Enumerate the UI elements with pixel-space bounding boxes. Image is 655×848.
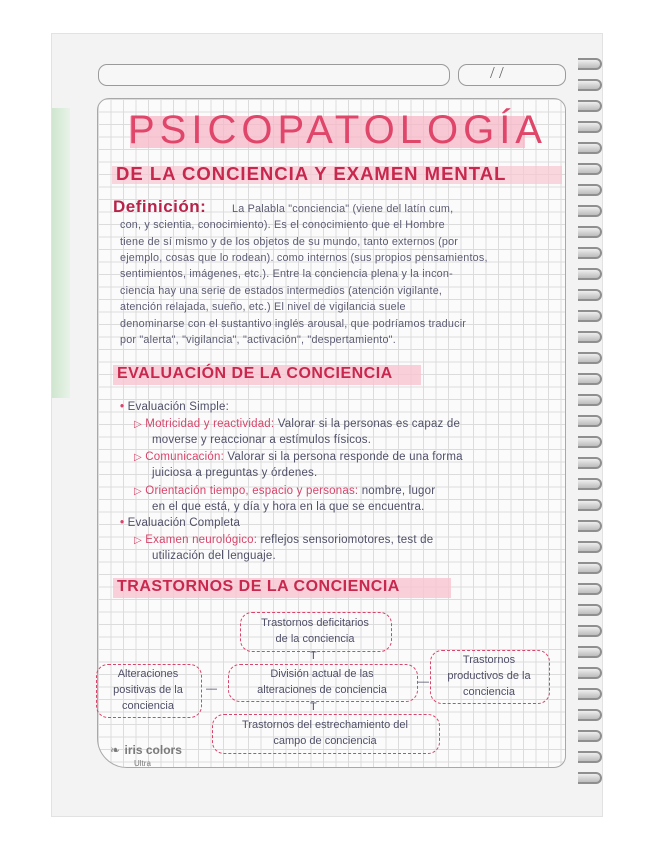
spiral-ring [578, 100, 602, 112]
definition-line: denominarse con el sustantivo inglés arousal, que podríamos traducir [120, 318, 467, 330]
spiral-ring [578, 184, 602, 196]
spiral-ring [578, 688, 602, 700]
spiral-ring [578, 709, 602, 721]
list-item: • Evaluación Completa [120, 517, 241, 529]
right-box-text: Trastornos productivos de la conciencia [447, 654, 531, 698]
evaluation-heading: EVALUACIÓN DE LA CONCIENCIA [117, 365, 393, 382]
date-placeholder: / / [490, 63, 504, 82]
spiral-ring [578, 331, 602, 343]
list-item-cont: moverse y reaccionar a estímulos físicos. [152, 434, 372, 446]
spiral-ring [578, 415, 602, 427]
top-box-text: Trastornos deficitarios de la conciencia [261, 617, 369, 645]
spiral-ring [578, 562, 602, 574]
triangle-bullet-icon: ▷ [134, 452, 142, 463]
spiral-ring [578, 772, 602, 784]
list-item: ▷ Examen neurológico: reflejos sensoriomotores, test de [134, 534, 434, 546]
spiral-ring [578, 58, 602, 70]
spiral-ring [578, 583, 602, 595]
spiral-ring [578, 436, 602, 448]
connector: — [418, 676, 429, 688]
definition-line: La Palabla "conciencia" (viene del latín cum, [232, 203, 454, 215]
list-item: ▷ Motricidad y reactividad: Valorar si la personas es capaz de [134, 418, 461, 430]
spiral-ring [578, 226, 602, 238]
brand-logo: ❧ iris colors Ultra [110, 743, 182, 768]
spiral-ring [578, 373, 602, 385]
disorders-heading: TRASTORNOS DE LA CONCIENCIA [117, 578, 400, 595]
definition-line: ejemplo, cosas que lo rodean). como internos (sus propios pensamientos, [120, 252, 488, 264]
spiral-ring [578, 499, 602, 511]
list-item: ▷ Comunicación: Valorar si la persona responde de una forma [134, 451, 463, 463]
definition-line: por "alerta", "vigilancia", "activación", "despertamiento". [120, 334, 396, 346]
list-item-cont: juiciosa a preguntas y órdenes. [152, 467, 318, 479]
page-subtitle: DE LA CONCIENCIA Y EXAMEN MENTAL [116, 163, 507, 184]
spiral-ring [578, 121, 602, 133]
definition-line: tiene de sí mismo y de los objetos de su mundo, tanto externos (por [120, 236, 459, 248]
spiral-ring [578, 730, 602, 742]
spiral-ring [578, 247, 602, 259]
spiral-ring [578, 268, 602, 280]
connector: T [310, 701, 317, 713]
spiral-ring [578, 289, 602, 301]
spiral-ring [578, 604, 602, 616]
connector: T [310, 650, 317, 662]
definition-label: Definición: [113, 197, 207, 216]
center-box-text: División actual de las alteraciones de conciencia [257, 668, 387, 696]
definition-line: sentimientos, imágenes, etc.). Entre la conciencia plena y la incon- [120, 268, 453, 280]
header-date-field [458, 64, 566, 86]
spiral-ring [578, 541, 602, 553]
spiral-ring [578, 646, 602, 658]
spiral-ring [578, 625, 602, 637]
spiral-ring [578, 478, 602, 490]
spiral-ring [578, 163, 602, 175]
triangle-bullet-icon: ▷ [134, 535, 142, 546]
logo-icon: ❧ [110, 743, 121, 757]
list-item-cont: utilización del lenguaje. [152, 550, 276, 562]
complete-evaluation-label: Evaluación Completa [127, 517, 241, 529]
spiral-ring [578, 79, 602, 91]
header-title-field [98, 64, 450, 86]
definition-line: con, y scientia, conocimiento). Es el conocimiento que el Hombre [120, 219, 445, 231]
connector: — [206, 683, 217, 695]
spiral-ring [578, 205, 602, 217]
definition-line: atención relajada, sueño, etc.) El nivel de vigilancia suele [120, 301, 406, 313]
left-box-text: Alteraciones positivas de la conciencia [113, 668, 183, 712]
page-tab [52, 108, 70, 398]
triangle-bullet-icon: ▷ [134, 486, 142, 497]
page-title: PSICOPATOLOGÍA [128, 108, 547, 152]
list-item: • Evaluación Simple: [120, 401, 230, 413]
spiral-ring [578, 667, 602, 679]
triangle-bullet-icon: ▷ [134, 419, 142, 430]
spiral-ring [578, 751, 602, 763]
bottom-box-text: Trastornos del estrechamiento del campo de conciencia [242, 719, 408, 747]
definition-line: ciencia hay una serie de estados intermedios (atención vigilante, [120, 285, 443, 297]
spiral-ring [578, 457, 602, 469]
spiral-ring [578, 520, 602, 532]
spiral-binding [578, 58, 608, 798]
simple-evaluation-label: Evaluación Simple: [127, 401, 230, 413]
spiral-ring [578, 352, 602, 364]
spiral-ring [578, 394, 602, 406]
list-item-cont: en el que está, y día y hora en la que se encuentra. [152, 501, 425, 513]
spiral-ring [578, 142, 602, 154]
list-item: ▷ Orientación tiempo, espacio y personas: nombre, lugor [134, 485, 436, 497]
spiral-ring [578, 310, 602, 322]
